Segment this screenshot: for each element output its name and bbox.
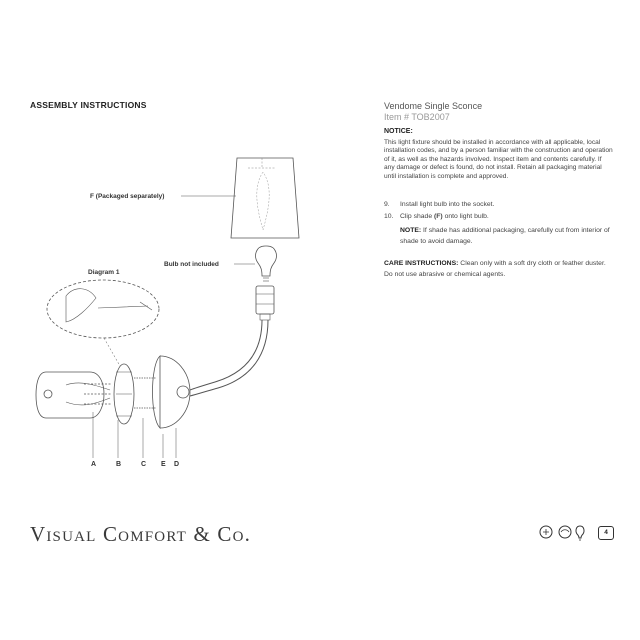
detail-leader-line xyxy=(104,338,120,366)
backplate-dome xyxy=(160,356,190,428)
step-number: 10. xyxy=(384,213,394,220)
sconce-arm xyxy=(190,320,262,390)
care-text: Clean only with a soft dry cloth or feather duster. Do not use abrasive or chemical agents. xyxy=(384,260,606,278)
note-text: If shade has additional packaging, carefully cut from interior of shade to avoid damage. xyxy=(400,227,610,245)
lamp-shade-outline xyxy=(231,158,299,238)
notice-heading: NOTICE: xyxy=(384,128,413,135)
section-title: ASSEMBLY INSTRUCTIONS xyxy=(30,100,147,110)
part-letter-d: D xyxy=(174,461,180,468)
bulb-in-shade-dashed xyxy=(257,172,269,230)
shade-clip-lines xyxy=(248,158,276,168)
product-name: Vendome Single Sconce xyxy=(384,101,483,111)
part-letter-b: B xyxy=(116,461,122,468)
part-letter-c: C xyxy=(141,461,147,468)
brand-wordmark: Visual Comfort & Co. xyxy=(30,522,252,546)
step-text: Install light bulb into the socket. xyxy=(400,201,495,208)
shade-label: F (Packaged separately) xyxy=(90,193,165,200)
backplate-side xyxy=(153,356,161,428)
page-number: 4 xyxy=(598,526,614,540)
part-letter-e: E xyxy=(161,461,166,468)
junction-box xyxy=(36,372,104,418)
socket-outline xyxy=(256,286,274,314)
care-label: CARE INSTRUCTIONS: xyxy=(384,260,459,267)
part-letter-a: A xyxy=(91,461,97,468)
light-bulb-outline xyxy=(256,246,277,276)
item-number: Item # TOB2007 xyxy=(384,112,450,122)
arm-collar xyxy=(177,386,189,398)
bulb-icon xyxy=(576,526,584,538)
notice-body: This light fixture should be installed in accordance with all applicable, local installation codes, and by a person familiar with the construction and operation of it, as well as the hazards involved. Inspect item and contents carefully. If any damage or defect is found, do not install. Retain all packaging material until installation is complete and approved. xyxy=(384,139,613,180)
dimmer-icon xyxy=(559,526,571,538)
note-label: NOTE: xyxy=(400,227,422,234)
step-number: 9. xyxy=(384,201,390,208)
step-part-ref: (F) xyxy=(434,213,443,220)
step-text-after: onto light bulb. xyxy=(442,213,489,220)
bulb-label: Bulb not included xyxy=(164,261,219,268)
detail-callout-ellipse xyxy=(47,280,159,338)
step-text-before: Clip shade xyxy=(400,213,435,220)
diagram-1-label: Diagram 1 xyxy=(88,269,120,276)
